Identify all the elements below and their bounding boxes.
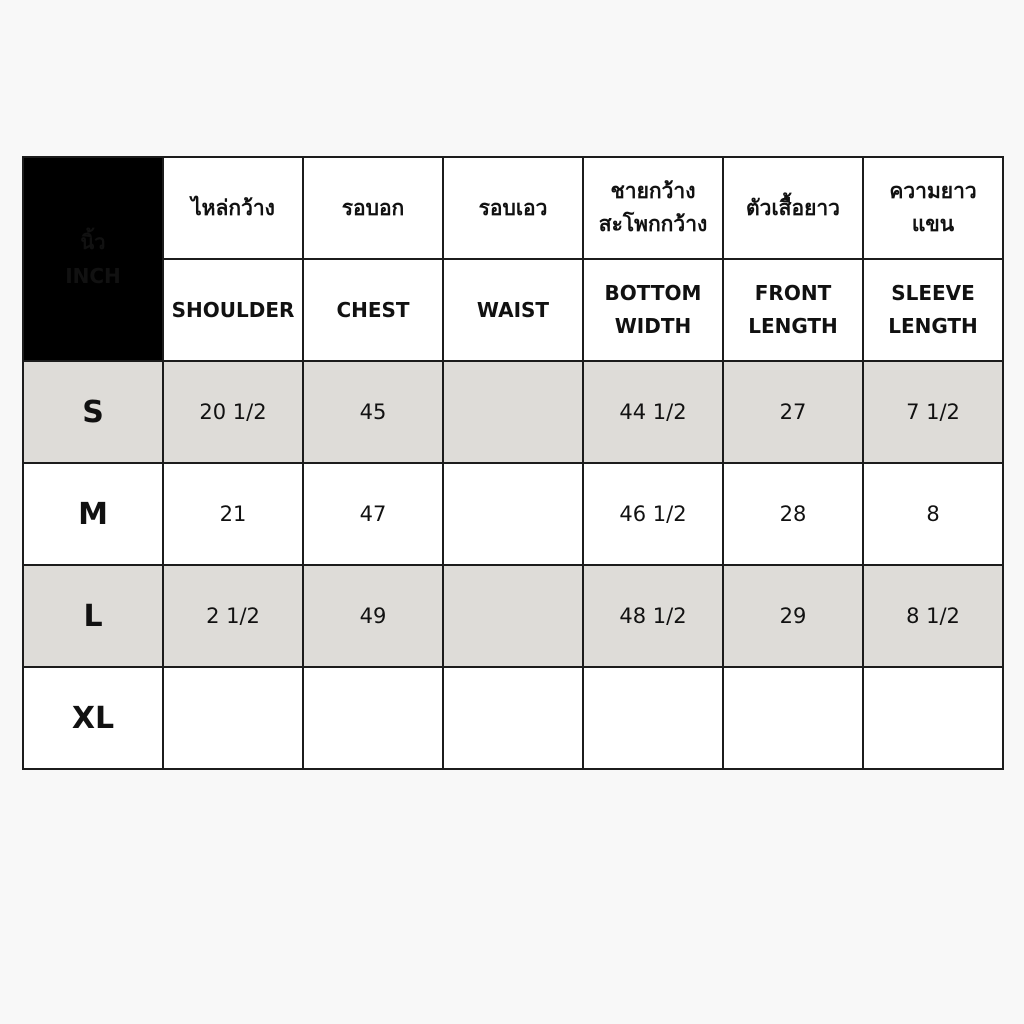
cell-bottom-width [583, 667, 723, 769]
cell-sleeve-length: 8 [863, 463, 1003, 565]
header-thai-text: รอบอก [341, 195, 405, 220]
cell-front-length: 28 [723, 463, 863, 565]
header-english-text: LENGTH [748, 314, 838, 338]
cell-shoulder [163, 667, 303, 769]
header-english-text: CHEST [336, 297, 410, 322]
header-thai-text: ตัวเสื้อยาว [746, 195, 840, 220]
header-thai-waist [443, 157, 583, 259]
table-row-size-l [23, 565, 1003, 667]
size-label: L [23, 565, 163, 667]
table-row-size-s [23, 361, 1003, 463]
header-english-sleeve-length [863, 259, 1003, 361]
cell-shoulder: 20 1/2 [163, 361, 303, 463]
cell-sleeve-length: 8 1/2 [863, 565, 1003, 667]
unit-thai-label: นิ้ว [80, 230, 106, 254]
unit-english-label: INCH [65, 264, 121, 288]
header-thai-shoulder [163, 157, 303, 259]
cell-front-length: 27 [723, 361, 863, 463]
header-english-text: SHOULDER [171, 297, 295, 322]
header-english-text: WAIST [476, 297, 550, 322]
header-thai-chest [303, 157, 443, 259]
cell-waist [443, 463, 583, 565]
size-chart-table [22, 156, 1004, 770]
cell-sleeve-length: 7 1/2 [863, 361, 1003, 463]
cell-bottom-width: 44 1/2 [583, 361, 723, 463]
unit-header-cell [23, 157, 163, 361]
thai-header-row [23, 157, 1003, 259]
cell-shoulder: 2 1/2 [163, 565, 303, 667]
header-english-text: BOTTOM [604, 281, 702, 305]
size-label: XL [23, 667, 163, 769]
header-thai-text: สะโพกกว้าง [598, 212, 708, 236]
cell-front-length [723, 667, 863, 769]
cell-chest: 49 [303, 565, 443, 667]
cell-waist [443, 667, 583, 769]
cell-chest [303, 667, 443, 769]
table-row-size-m [23, 463, 1003, 565]
header-thai-bottom-width [583, 157, 723, 259]
cell-bottom-width: 46 1/2 [583, 463, 723, 565]
header-english-text: FRONT [754, 281, 832, 305]
header-thai-text: รอบเอว [478, 195, 548, 220]
header-english-text: SLEEVE [891, 281, 975, 305]
header-english-text: LENGTH [888, 314, 978, 338]
cell-sleeve-length [863, 667, 1003, 769]
header-english-bottom-width [583, 259, 723, 361]
cell-shoulder: 21 [163, 463, 303, 565]
size-label: S [23, 361, 163, 463]
cell-waist [443, 565, 583, 667]
header-thai-front-length [723, 157, 863, 259]
cell-bottom-width: 48 1/2 [583, 565, 723, 667]
header-english-shoulder [163, 259, 303, 361]
table-row-size-xl [23, 667, 1003, 769]
cell-waist [443, 361, 583, 463]
cell-chest: 45 [303, 361, 443, 463]
header-thai-text: ความยาว [889, 179, 977, 203]
header-thai-sleeve-length [863, 157, 1003, 259]
header-thai-text: แขน [911, 212, 955, 236]
header-thai-text: ไหล่กว้าง [191, 195, 275, 220]
cell-front-length: 29 [723, 565, 863, 667]
size-label: M [23, 463, 163, 565]
cell-chest: 47 [303, 463, 443, 565]
header-english-text: WIDTH [614, 314, 692, 338]
header-thai-text: ชายกว้าง [610, 179, 696, 203]
header-english-front-length [723, 259, 863, 361]
english-header-row [23, 259, 1003, 361]
header-english-waist [443, 259, 583, 361]
header-english-chest [303, 259, 443, 361]
